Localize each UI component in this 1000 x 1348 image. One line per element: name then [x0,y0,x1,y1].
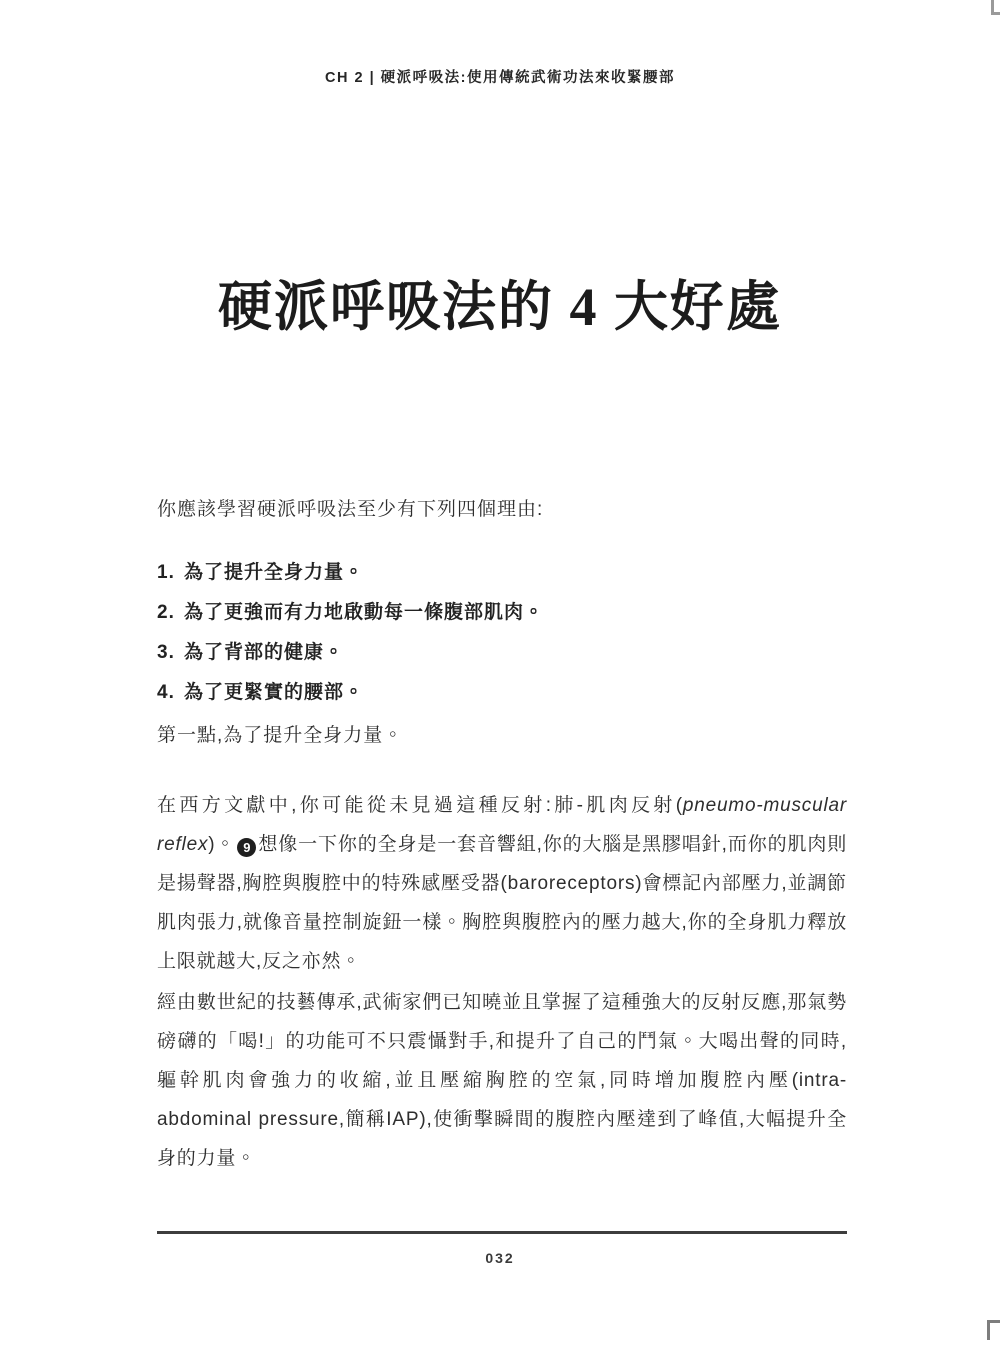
crop-mark-top-right [991,0,1000,15]
footnote-marker: 9 [237,838,256,857]
intro-line: 你應該學習硬派呼吸法至少有下列四個理由: [157,499,544,520]
list-item-text: 為了背部的健康。 [184,642,345,663]
list-item-text: 為了更緊實的腰部。 [184,682,365,703]
list-item-number: 4. [157,682,175,703]
body-content [157,0,847,1348]
list-item-text: 為了提升全身力量。 [184,562,365,583]
running-header: CH 2 | 硬派呼吸法:使用傳統武術功法來收緊腰部 [325,70,675,86]
list-item [157,553,847,593]
footer-rule [157,1231,847,1234]
list-item [157,673,847,713]
reasons-list [157,553,847,713]
paragraph: 經由數世紀的技藝傳承,武術家們已知曉並且掌握了這種強大的反射反應,那氣勢磅礴的「喝!」的功能可不只震懾對手,和提升了自己的鬥氣。大喝出聲的同時,軀幹肌肉會強力的收縮,並且壓縮胸腔的空氣,同時增加腹腔內壓(intra-abdominal pressure,簡稱IAP),使衝擊瞬間的腹腔內壓達到了峰值,大幅提升全身的力量。 [157,992,847,1169]
list-item-number: 2. [157,602,175,623]
list-item [157,593,847,633]
list-item-text: 為了更強而有力地啟動每一條腹部肌肉。 [184,602,545,623]
list-item-number: 1. [157,562,175,583]
paragraph: 在西方文獻中,你可能從未見過這種反射:肺-肌肉反射(pneumo-muscular reflex)。 9 想像一下你的全身是一套音響組,你的大腦是黑膠唱針,而你的肌肉則是揚聲器,胸腔與腹腔中的特殊感壓受器(baroreceptors)會標記內部壓力,並調節肌肉張力,就像音量控制旋鈕一樣。胸腔與腹腔內的壓力越大,你的全身肌力釋放上限就越大,反之亦然。 [157,795,847,972]
crop-mark-bottom-right [987,1320,1000,1340]
list-item [157,633,847,673]
point-line: 第一點,為了提升全身力量。 [157,725,404,746]
page-number: 032 [485,1250,515,1266]
page-title: 硬派呼吸法的 4 大好處 [218,277,782,337]
list-item-number: 3. [157,642,175,663]
